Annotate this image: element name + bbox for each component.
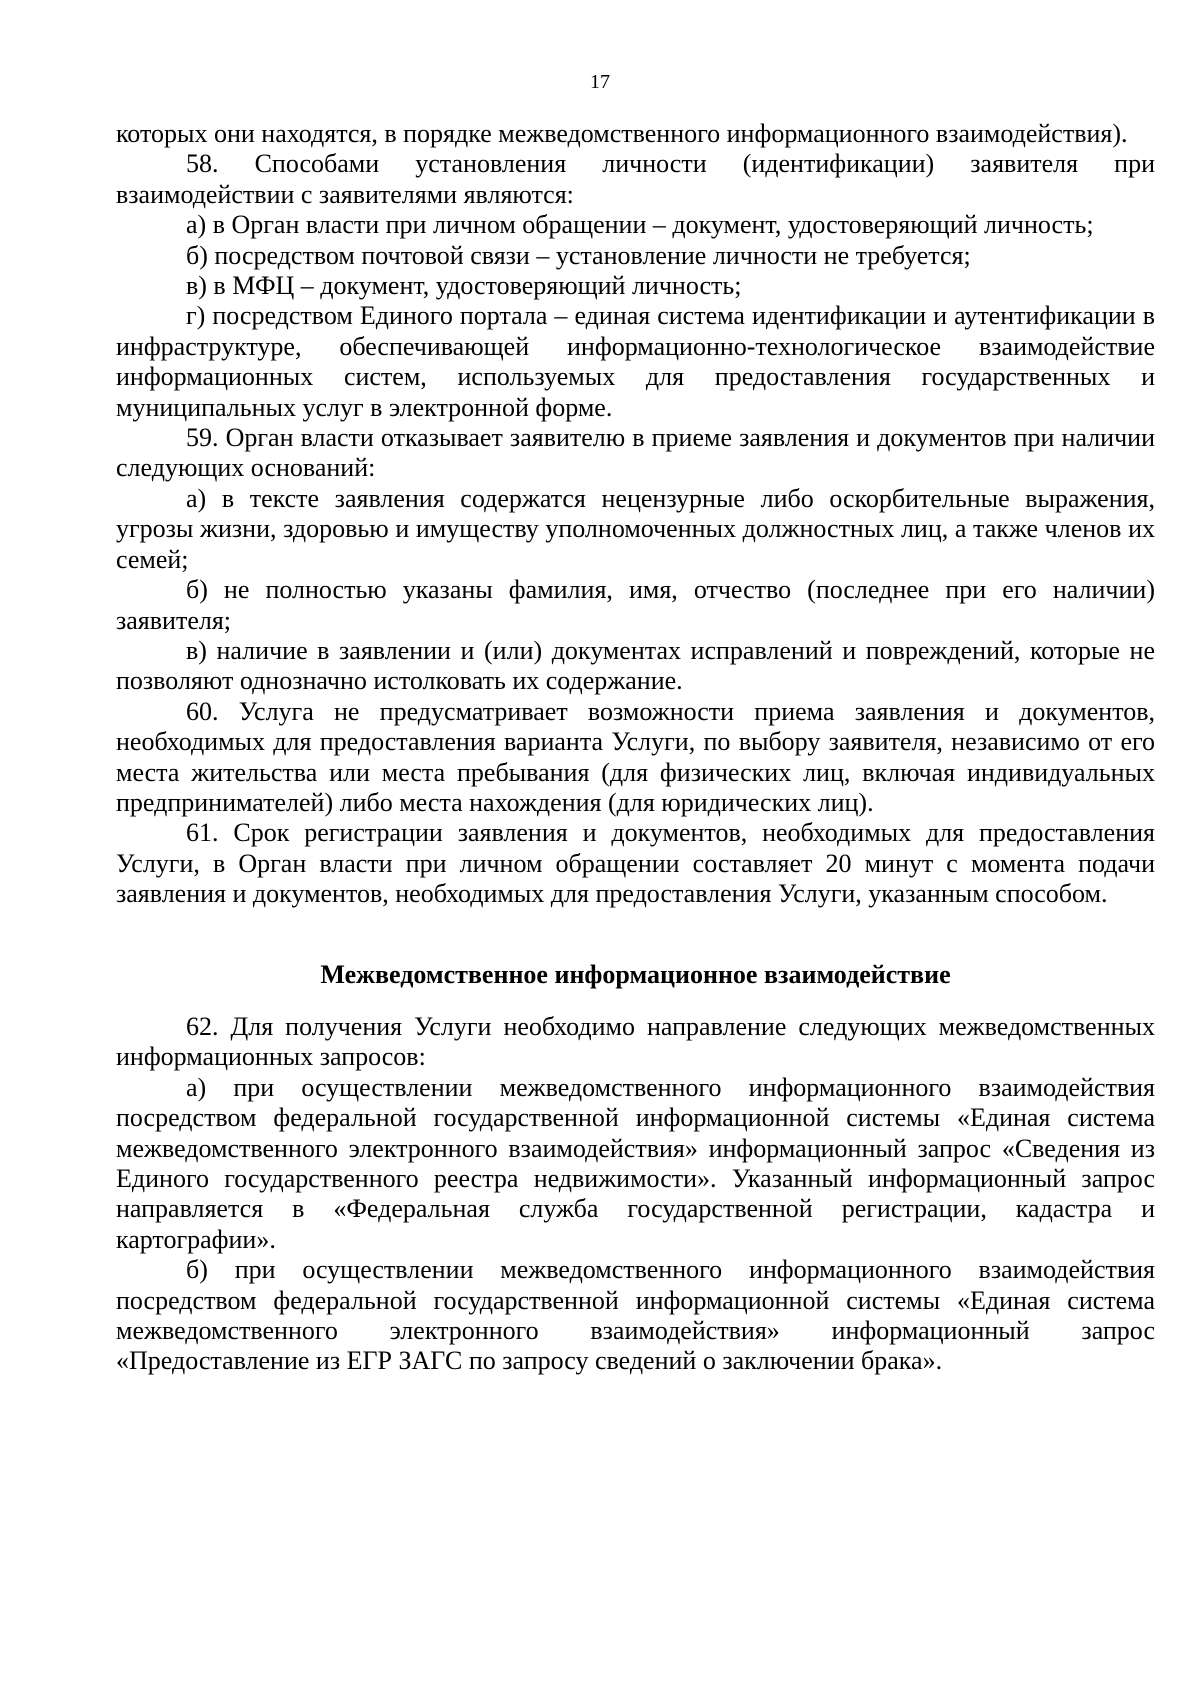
paragraph-59-v: в) наличие в заявлении и (или) документах исправлений и повреждений, которые не позволяют однозначно истолковать их содержание. xyxy=(116,635,1155,696)
paragraph-62: 62. Для получения Услуги необходимо направление следующих межведомственных информационных запросов: xyxy=(116,1011,1155,1072)
paragraph-62-b: б) при осуществлении межведомственного информационного взаимодействия посредством федеральной государственной информационной системы «Единая система межведомственного электронного взаимодействия» информационный запрос «Предоставление из ЕГР ЗАГС по запросу сведений о заключении брака». xyxy=(116,1255,1155,1376)
document-body xyxy=(116,119,1155,1377)
paragraph-58-b: б) посредством почтовой связи – установление личности не требуется; xyxy=(186,240,971,270)
paragraph-58-v: в) в МФЦ – документ, удостоверяющий личность; xyxy=(186,271,742,301)
paragraph-continuation: которых они находятся, в порядке межведомственного информационного взаимодействия). xyxy=(116,119,1128,148)
paragraph-61: 61. Срок регистрации заявления и документов, необходимых для предоставления Услуги, в Орган власти при личном обращении составляет 20 минут с момента подачи заявления и документов, необходимых для предоставления Услуги, указанным способом. xyxy=(116,818,1155,909)
paragraph-60: 60. Услуга не предусматривает возможности приема заявления и документов, необходимых для предоставления варианта Услуги, по выбору заявителя, независимо от его места жительства или места пребывания (для физических лиц, включая индивидуальных предпринимателей) либо места нахождения (для юридических лиц). xyxy=(116,696,1155,817)
paragraph-59: 59. Орган власти отказывает заявителю в приеме заявления и документов при наличии следующих оснований: xyxy=(116,423,1155,483)
page-number: 17 xyxy=(590,71,610,93)
paragraph-58-g: г) посредством Единого портала – единая система идентификации и аутентификации в инфраструктуре, обеспечивающей информационно-технологическое взаимодействие информационных систем, используемых для предоставления государственных и муниципальных услуг в электронной форме. xyxy=(116,301,1155,422)
paragraph-58: 58. Способами установления личности (идентификации) заявителя при взаимодействии с заявителями являются: xyxy=(116,149,1155,209)
paragraph-59-a: а) в тексте заявления содержатся нецензурные либо оскорбительные выражения, угрозы жизни, здоровью и имуществу уполномоченных должностных лиц, а также членов их семей; xyxy=(116,483,1155,574)
section-heading: Межведомственное информационное взаимодействие xyxy=(320,959,951,989)
paragraph-59-b: б) не полностью указаны фамилия, имя, отчество (последнее при его наличии) заявителя; xyxy=(116,575,1155,635)
paragraph-62-a: а) при осуществлении межведомственного информационного взаимодействия посредством федеральной государственной информационной системы «Единая система межведомственного электронного взаимодействия» информационный запрос «Сведения из Единого государственного реестра недвижимости». Указанный информационный запрос направляется в «Федеральная служба государственной регистрации, кадастра и картографии». xyxy=(116,1072,1155,1254)
paragraph-58-a: а) в Орган власти при личном обращении – документ, удостоверяющий личность; xyxy=(186,210,1094,240)
